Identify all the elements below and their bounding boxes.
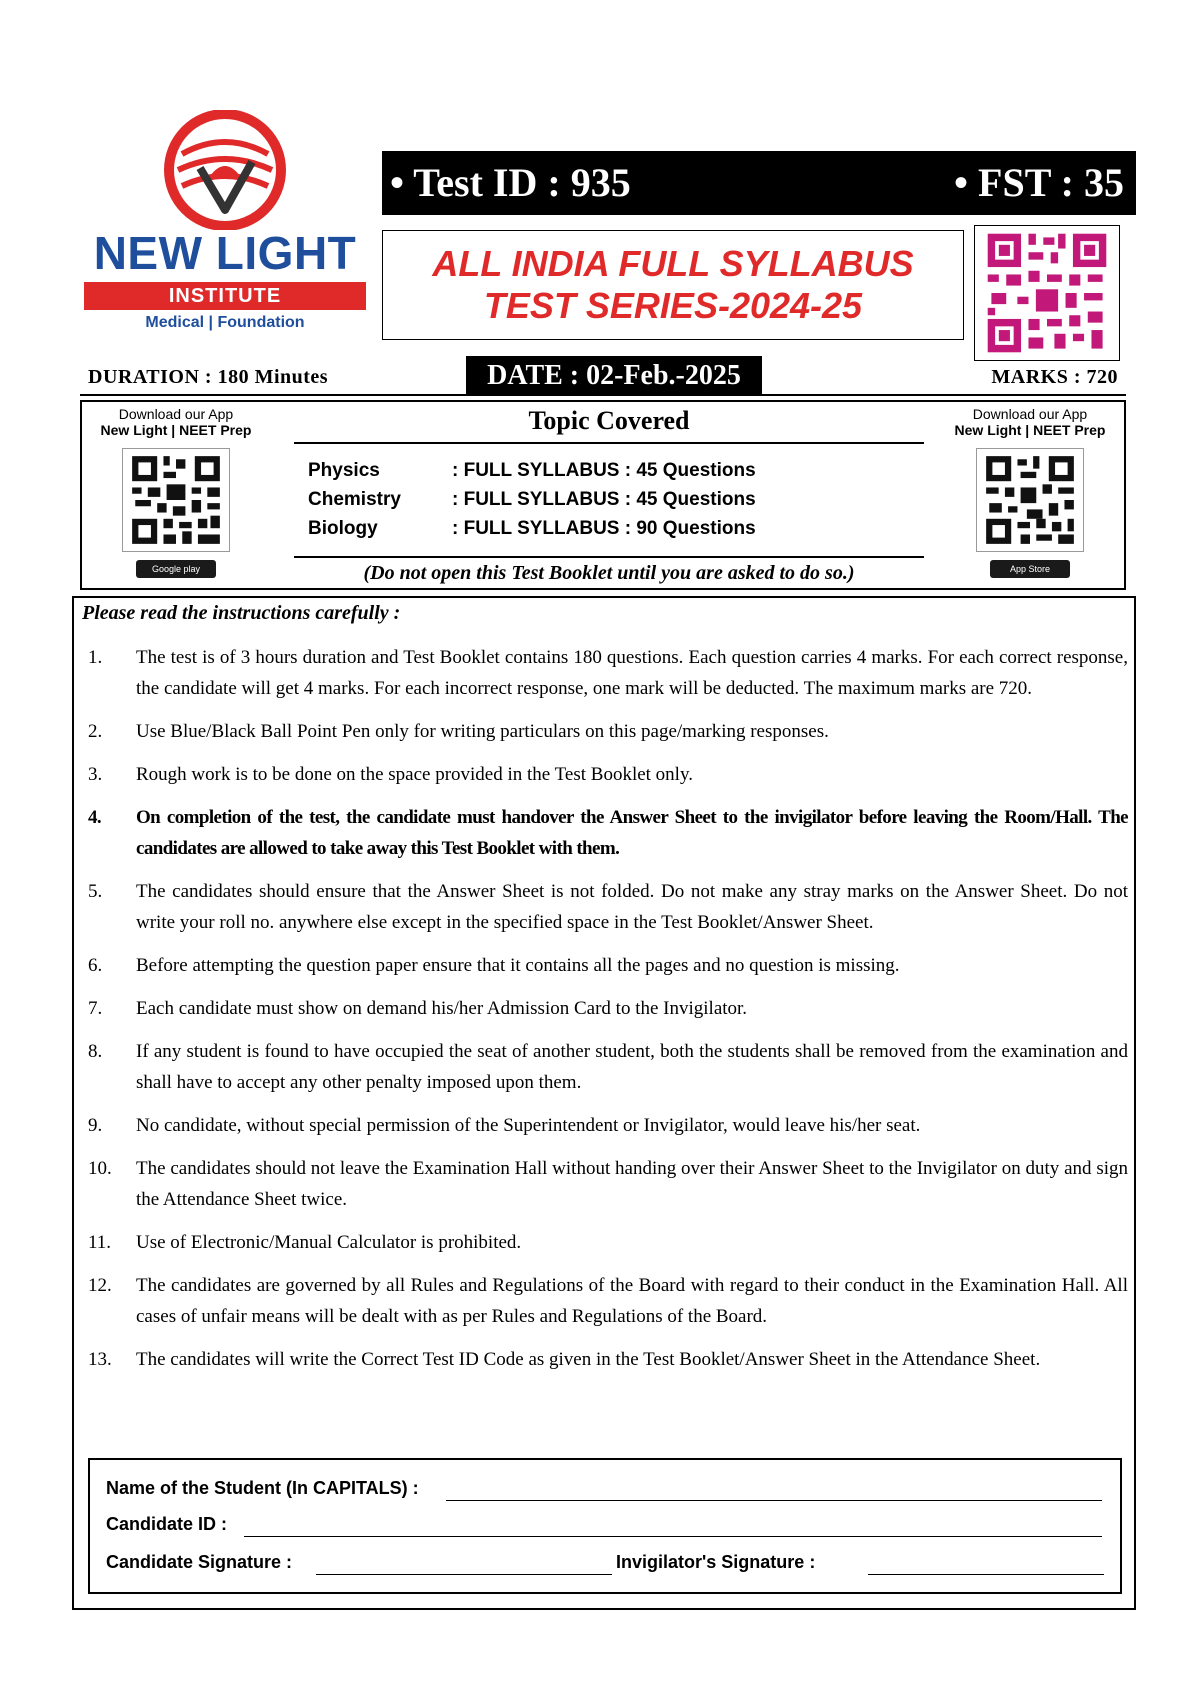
instruction-text: The candidates will write the Correct Test ID Code as given in the Test Booklet/Answer Sheet in the Attendance Sheet.	[136, 1349, 1041, 1370]
max-marks: MARKS : 720	[991, 366, 1118, 388]
title-line-2: TEST SERIES-2024-25	[483, 285, 863, 326]
instruction-text: The test is of 3 hours duration and Test Booklet contains 180 questions. Each question carries 4 marks. For each correct response, the candidate will get 4 marks. For each incorrect response, one mark will be deducted. The maximum marks are 720.	[136, 647, 1128, 699]
student-name-label: Name of the Student (In CAPITALS) :	[106, 1478, 419, 1498]
instruction-item	[88, 1344, 1128, 1375]
instruction-text: The candidates should not leave the Examination Hall without handing over their Answer Sheet to the Invigilator on duty and sign the Attendance Sheet twice.	[136, 1158, 1128, 1210]
test-series-title	[382, 230, 964, 340]
instruction-item	[88, 1036, 1128, 1098]
topic-row	[308, 456, 756, 485]
instruction-number: 2.	[88, 721, 103, 742]
instruction-item	[88, 1270, 1128, 1332]
subject-detail: : FULL SYLLABUS : 45 Questions	[452, 489, 756, 510]
title-line-1: ALL INDIA FULL SYLLABUS	[432, 243, 914, 284]
subject-name: Biology	[308, 518, 378, 539]
test-id-bar	[382, 151, 1136, 215]
instruction-number: 9.	[88, 1115, 103, 1136]
student-details-box	[88, 1458, 1122, 1594]
qr-code-icon	[122, 448, 230, 552]
subject-name: Chemistry	[308, 489, 401, 510]
candidate-id-field[interactable]	[244, 1536, 1102, 1537]
instruction-number: 10.	[88, 1158, 112, 1179]
instructions-box	[72, 596, 1136, 1610]
candidate-id-label: Candidate ID :	[106, 1514, 228, 1534]
test-id: • Test ID : 935	[390, 160, 631, 205]
divider	[80, 394, 1126, 396]
brand-name: NEW LIGHT	[93, 227, 357, 279]
instruction-item	[88, 950, 1128, 981]
divider	[294, 442, 924, 444]
brand-subtitle: Medical | Foundation	[145, 314, 305, 331]
instruction-item	[88, 716, 1128, 747]
instruction-number: 7.	[88, 998, 103, 1019]
instructions-list	[88, 642, 1128, 1387]
google-play-badge-icon[interactable]: Google play	[136, 560, 216, 578]
booklet-note: (Do not open this Test Booklet until you are asked to do so.)	[363, 562, 855, 584]
instruction-number: 4.	[88, 807, 102, 828]
topic-row	[308, 485, 756, 514]
test-date: DATE : 02-Feb.-2025	[466, 356, 762, 396]
instruction-number: 8.	[88, 1041, 103, 1062]
app-download-left	[86, 406, 266, 578]
instruction-text: Rough work is to be done on the space provided in the Test Booklet only.	[136, 764, 693, 785]
download-label: Download our App	[118, 406, 234, 422]
instruction-item	[88, 876, 1128, 938]
instruction-number: 3.	[88, 764, 103, 785]
instruction-text: No candidate, without special permission of the Superintendent or Invigilator, would leave his/her seat.	[136, 1115, 921, 1136]
fst-number: • FST : 35	[954, 160, 1124, 205]
instruction-number: 1.	[88, 647, 103, 668]
instruction-item	[88, 759, 1128, 790]
instruction-number: 12.	[88, 1275, 112, 1296]
qr-code-icon	[976, 448, 1084, 552]
topic-list	[308, 456, 756, 543]
candidate-signature-label: Candidate Signature :	[106, 1552, 293, 1572]
qr-code-icon	[974, 225, 1120, 361]
instruction-number: 6.	[88, 955, 103, 976]
instruction-item	[88, 1110, 1128, 1141]
instruction-item	[88, 802, 1128, 864]
instruction-text: On completion of the test, the candidate must handover the Answer Sheet to the invigilator before leaving the Room/Hall. The candidates are allowed to take away this Test Booklet with them.	[136, 807, 1128, 859]
invigilator-signature-label: Invigilator's Signature :	[616, 1552, 816, 1572]
topic-title: Topic Covered	[528, 406, 690, 435]
subject-name: Physics	[308, 460, 380, 481]
instruction-text: Each candidate must show on demand his/her Admission Card to the Invigilator.	[136, 998, 748, 1019]
download-label: Download our App	[972, 406, 1088, 422]
instruction-number: 11.	[88, 1232, 112, 1253]
instruction-item	[88, 1227, 1128, 1258]
instruction-item	[88, 993, 1128, 1024]
candidate-signature-field[interactable]	[316, 1574, 612, 1575]
divider	[294, 556, 924, 558]
app-name: New Light | NEET Prep	[954, 422, 1106, 438]
institute-logo	[80, 110, 370, 340]
instruction-text: Use of Electronic/Manual Calculator is prohibited.	[136, 1232, 522, 1253]
topic-covered-box	[80, 400, 1126, 590]
instruction-item	[88, 1153, 1128, 1215]
invigilator-signature-field[interactable]	[868, 1574, 1104, 1575]
app-store-badge-icon[interactable]: App Store	[990, 560, 1070, 578]
instruction-text: The candidates are governed by all Rules and Regulations of the Board with regard to their conduct in the Examination Hall. All cases of unfair means will be dealt with as per Rules and Regulations of the Board.	[136, 1275, 1128, 1327]
instruction-text: The candidates should ensure that the Answer Sheet is not folded. Do not make any stray marks on the Answer Sheet. Do not write your roll no. anywhere else except in the specified space in the Test Booklet/Answer Sheet.	[136, 881, 1128, 933]
duration: DURATION : 180 Minutes	[88, 366, 329, 388]
instruction-text: If any student is found to have occupied the seat of another student, both the students shall be removed from the examination and shall have to accept any other penalty imposed upon them.	[136, 1041, 1128, 1093]
instructions-heading: Please read the instructions carefully :	[82, 602, 401, 624]
instruction-number: 5.	[88, 881, 103, 902]
brand-institute-bar: INSTITUTE	[84, 282, 366, 310]
student-name-field[interactable]	[446, 1500, 1102, 1501]
subject-detail: : FULL SYLLABUS : 90 Questions	[452, 518, 756, 539]
app-download-right	[940, 406, 1120, 578]
logo-emblem-icon	[160, 110, 290, 230]
instruction-text: Before attempting the question paper ensure that it contains all the pages and no question is missing.	[136, 955, 900, 976]
instruction-text: Use Blue/Black Ball Point Pen only for writing particulars on this page/marking responses.	[136, 721, 829, 742]
instruction-item	[88, 642, 1128, 704]
subject-detail: : FULL SYLLABUS : 45 Questions	[452, 460, 756, 481]
instruction-number: 13.	[88, 1349, 112, 1370]
topic-row	[308, 514, 756, 543]
app-name: New Light | NEET Prep	[100, 422, 252, 438]
